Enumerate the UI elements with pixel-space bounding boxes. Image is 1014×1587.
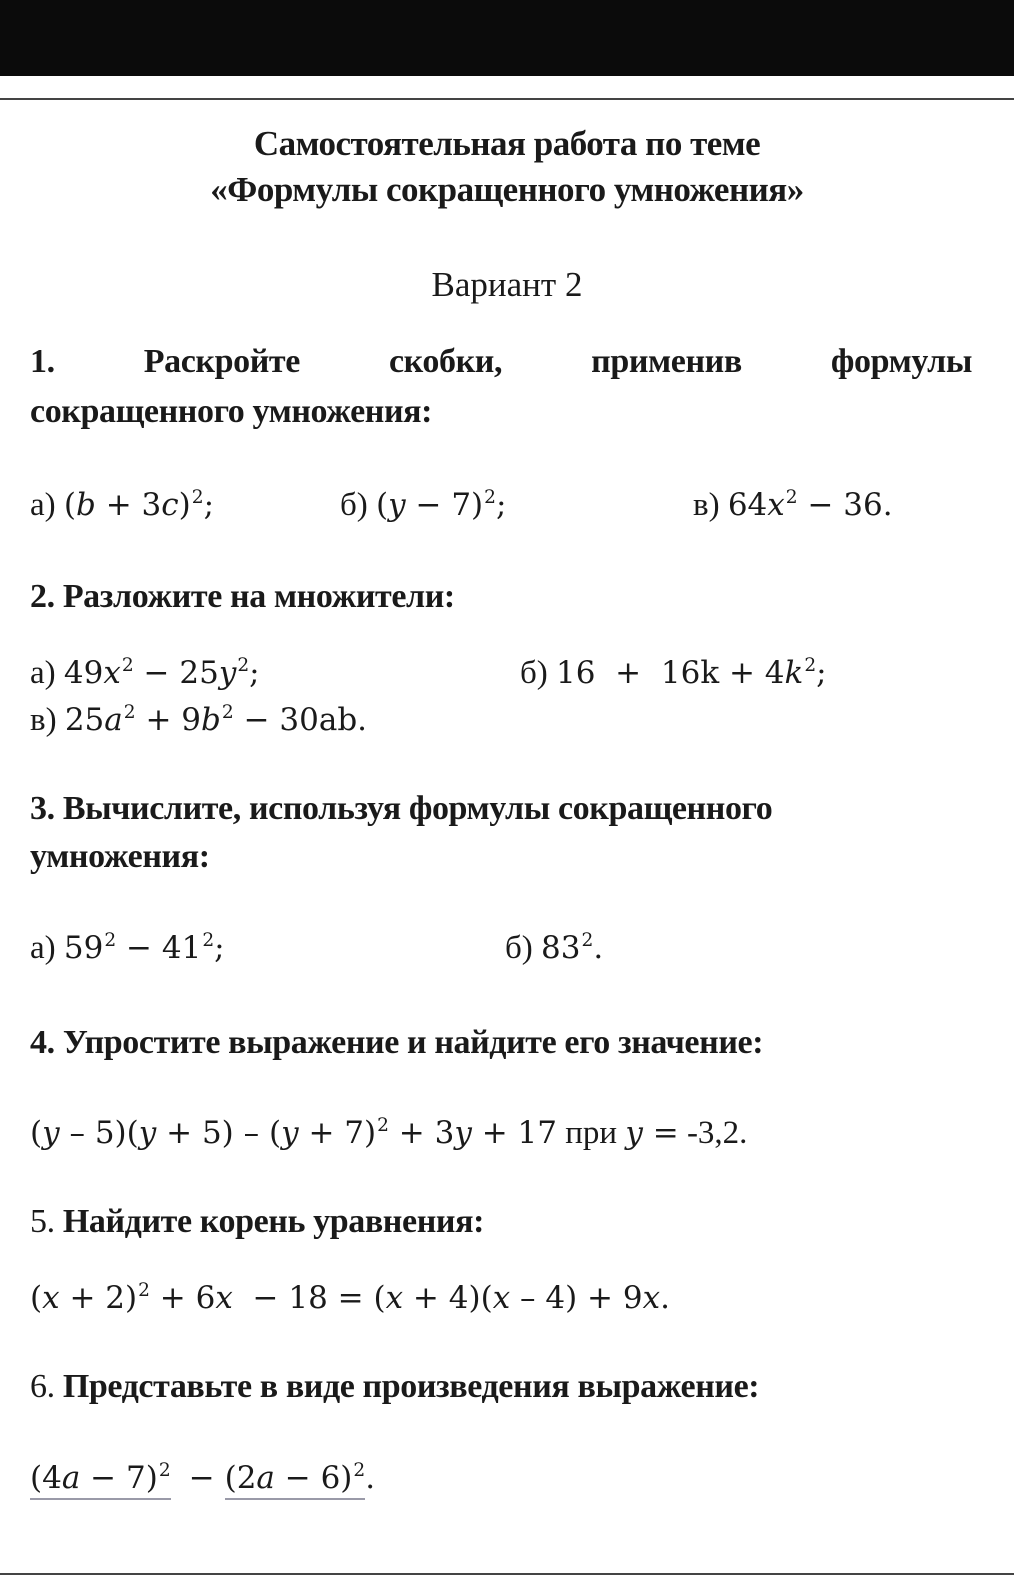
- task-3-text: Вычислите, используя формулы сокращенного: [62, 790, 773, 827]
- formula: $(y - 7)^2$;: [376, 486, 507, 523]
- formula: $16 + 16k + 4k^2$;: [556, 654, 827, 691]
- task-1-item-a: а) $(b + 3c)^2$;: [30, 486, 215, 523]
- task-5-number: 5.: [30, 1203, 55, 1240]
- task-1-word-3: применив: [591, 343, 742, 380]
- formula: $25a^2 + 9b^2 - 30ab$.: [64, 701, 368, 738]
- task-5-heading: [30, 1203, 484, 1241]
- task-3-item-a: а) $59^2 - 41^2$;: [30, 929, 225, 966]
- task-1-heading-cont: сокращенного умножения:: [30, 393, 433, 430]
- page-title-line-2: «Формулы сокращенного умножения»: [210, 170, 804, 209]
- task-3-heading: [30, 790, 772, 828]
- task-3-number: 3.: [30, 790, 55, 827]
- task-2-item-a: а) $49x^2 - 25y^2$;: [30, 654, 260, 691]
- task-6-expression: $(4a - 7)^2 - (2a - 6)^2$.: [30, 1460, 375, 1497]
- task-6-heading: [30, 1368, 759, 1406]
- task-6-number: 6.: [30, 1368, 55, 1405]
- page-title-line-1: Самостоятельная работа по теме: [253, 124, 761, 163]
- task-4-expression: [30, 1115, 747, 1152]
- formula: $(2a - 6)^2$: [225, 1460, 366, 1500]
- top-black-bar: [0, 0, 1014, 76]
- formula: $(x + 2)^2 + 6x - 18 = (x + 4)(x - 4) + 9x$.: [30, 1279, 670, 1316]
- formula: $(y - 5)(y + 5) - (y + 7)^2 + 3y + 17$: [30, 1114, 557, 1151]
- bottom-rule: [0, 1573, 1014, 1575]
- formula: $83^2$.: [541, 929, 604, 966]
- formula: $49x^2 - 25y^2$;: [63, 654, 260, 691]
- task-1-word-1: Раскройте: [143, 343, 300, 380]
- formula: y =: [625, 1115, 679, 1151]
- formula: $64x^2 - 36$.: [727, 486, 893, 523]
- formula: $(b + 3c)^2$;: [63, 486, 215, 523]
- task-3-item-b: б) $83^2$.: [505, 929, 604, 966]
- top-rule: [0, 98, 1014, 100]
- task-2-text: Разложите на множители:: [62, 578, 455, 615]
- task-1-heading: [30, 343, 972, 381]
- task-4-condition-word: при: [565, 1115, 618, 1151]
- task-2-number: 2.: [30, 578, 55, 615]
- task-4-number: 4.: [30, 1024, 55, 1061]
- task-2-item-c: в) $25a^2 + 9b^2 - 30ab$.: [30, 701, 368, 738]
- task-4-heading: [30, 1024, 763, 1062]
- task-1-item-c: в) $64x^2 - 36$.: [693, 486, 893, 523]
- task-2-item-b: б) $16 + 16k + 4k^2$;: [520, 654, 827, 691]
- variant-label: Вариант 2: [431, 265, 583, 304]
- formula: $(4a - 7)^2$: [30, 1460, 171, 1500]
- task-4-condition-value: -3,2.: [686, 1115, 748, 1151]
- task-6-text: Представьте в виде произведения выражение:: [62, 1368, 760, 1405]
- task-2-heading: [30, 578, 455, 616]
- task-1-word-2: скобки,: [388, 343, 503, 380]
- task-1-number: 1.: [30, 343, 55, 380]
- task-4-text: Упростите выражение и найдите его значение:: [62, 1024, 764, 1061]
- task-3-heading-cont: умножения:: [30, 838, 210, 875]
- task-1-item-b: б) $(y - 7)^2$;: [340, 486, 507, 523]
- task-5-equation: [30, 1280, 670, 1317]
- formula: $59^2 - 41^2$;: [63, 929, 225, 966]
- task-5-text: Найдите корень уравнения:: [62, 1203, 484, 1240]
- task-1-word-4: формулы: [830, 343, 972, 380]
